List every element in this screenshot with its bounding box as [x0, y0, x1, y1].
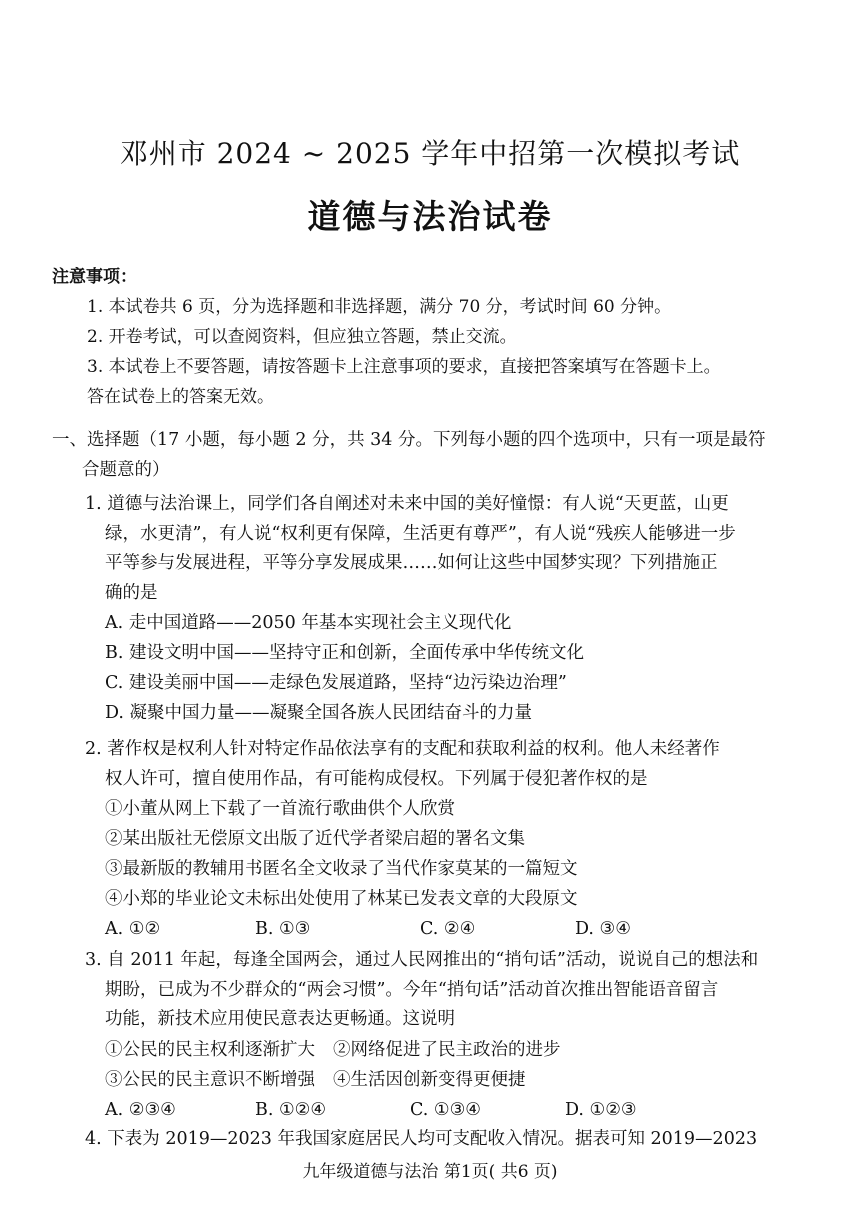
- question-3-choices: [85, 1095, 785, 1125]
- notice-item-3-continued: 答在试卷上的答案无效。: [87, 387, 274, 407]
- question-3-statement-3: ③公民的民主意识不断增强: [105, 1069, 315, 1090]
- section-heading-line-1: 一、选择题（17 小题，每小题 2 分，共 34 分。下列每小题的四个选项中，只有一项是最符: [52, 430, 766, 450]
- question-2-statement-1: ①小董从网上下载了一首流行歌曲供个人欣赏: [105, 799, 455, 819]
- notice-heading: 注意事项：: [52, 267, 137, 287]
- question-2-choice-d: D. ③④: [575, 919, 631, 939]
- question-1-options: [85, 608, 785, 728]
- question-2-line-2: 权人许可，擅自使用作品，有可能构成侵权。下列属于侵犯著作权的是: [105, 768, 648, 789]
- section-heading-line-2: 合题意的）: [82, 460, 170, 480]
- question-1-line-3: 平等参与发展进程，平等分享发展成果……如何让这些中国梦实现？下列措施正: [105, 553, 718, 573]
- question-3-line-3: 功能，新技术应用使民意表达更畅通。这说明: [105, 1009, 455, 1029]
- question-1-option-b: B. 建设文明中国——坚持守正和创新，全面传承中华传统文化: [105, 643, 584, 663]
- question-2-statement-2: ②某出版社无偿原文出版了近代学者梁启超的署名文集: [105, 829, 525, 849]
- question-1-option-c: C. 建设美丽中国——走绿色发展道路，坚持“边污染边治理”: [105, 673, 567, 693]
- question-1-line-2: 绿，水更清”，有人说“权利更有保障，生活更有尊严”，有人说“残疾人能够进一步: [105, 523, 736, 544]
- question-3-choice-a: A. ②③④: [105, 1099, 176, 1120]
- question-3-statement-2: ②网络促进了民主政治的进步: [333, 1039, 561, 1060]
- notice-item-1: 1. 本试卷共 6 页，分为选择题和非选择题，满分 70 分，考试时间 60 分钟。: [87, 297, 672, 317]
- question-1-line-4: 确的是: [105, 582, 158, 603]
- notice-item-2: 2. 开卷考试，可以查阅资料，但应独立答题，禁止交流。: [87, 327, 517, 347]
- question-3-choice-b: B. ①②④: [255, 1099, 327, 1120]
- page-footer: 九年级道德与法治 第1页( 共6 页): [302, 1162, 558, 1182]
- question-3-choice-c: C. ①③④: [410, 1099, 481, 1120]
- question-3-line-2: 期盼，已成为不少群众的“两会习惯”。今年“捎句话”活动首次推出智能语音留言: [105, 979, 719, 1000]
- question-3-line-1: 3. 自 2011 年起，每逢全国两会，通过人民网推出的“捎句话”活动，说说自己的想法和: [85, 950, 759, 970]
- question-3-statement-1: ①公民的民主权利逐渐扩大: [105, 1039, 315, 1060]
- question-1-option-a: A. 走中国道路——2050 年基本实现社会主义现代化: [105, 613, 512, 633]
- question-4: [85, 1125, 785, 1155]
- question-3-choice-d: D. ①②③: [565, 1099, 637, 1120]
- question-1-line-1: 1. 道德与法治课上，同学们各自阐述对未来中国的美好憧憬：有人说“天更蓝，山更: [85, 494, 729, 514]
- notice-section: [52, 262, 822, 412]
- question-3-statements-row-2: [85, 1065, 785, 1095]
- question-2-statement-3: ③最新版的教辅用书匿名全文收录了当代作家莫某的一篇短文: [105, 859, 578, 879]
- question-3-statements-row-1: [85, 1035, 785, 1065]
- question-2-choice-a: A. ①②: [105, 919, 161, 939]
- exam-subject-title: 道德与法治试卷: [307, 197, 553, 236]
- question-2: [85, 735, 785, 944]
- question-1-option-d: D. 凝聚中国力量——凝聚全国各族人民团结奋斗的力量: [105, 703, 533, 723]
- question-2-statement-4: ④小郑的毕业论文未标出处使用了林某已发表文章的大段原文: [105, 889, 578, 909]
- question-2-statements: [85, 794, 785, 914]
- exam-title: 邓州市 2024 ~ 2025 学年中招第一次模拟考试: [119, 137, 741, 170]
- question-2-line-1: 2. 著作权是权利人针对特定作品依法享有的支配和获取利益的权利。他人未经著作: [85, 739, 720, 759]
- question-3: [85, 946, 785, 1125]
- question-3-statement-4: ④生活因创新变得更便捷: [333, 1069, 526, 1090]
- question-2-choice-c: C. ②④: [420, 919, 476, 939]
- notice-item-3: 3. 本试卷上不要答题，请按答题卡上注意事项的要求，直接把答案填写在答题卡上。: [87, 357, 721, 377]
- question-2-choice-b: B. ①③: [255, 919, 311, 939]
- question-4-line-1: 4. 下表为 2019—2023 年我国家庭居民人均可支配收入情况。据表可知 2019—2023: [85, 1129, 758, 1149]
- section-heading: [52, 425, 822, 485]
- question-1: [85, 490, 785, 728]
- question-2-choices: [85, 914, 785, 944]
